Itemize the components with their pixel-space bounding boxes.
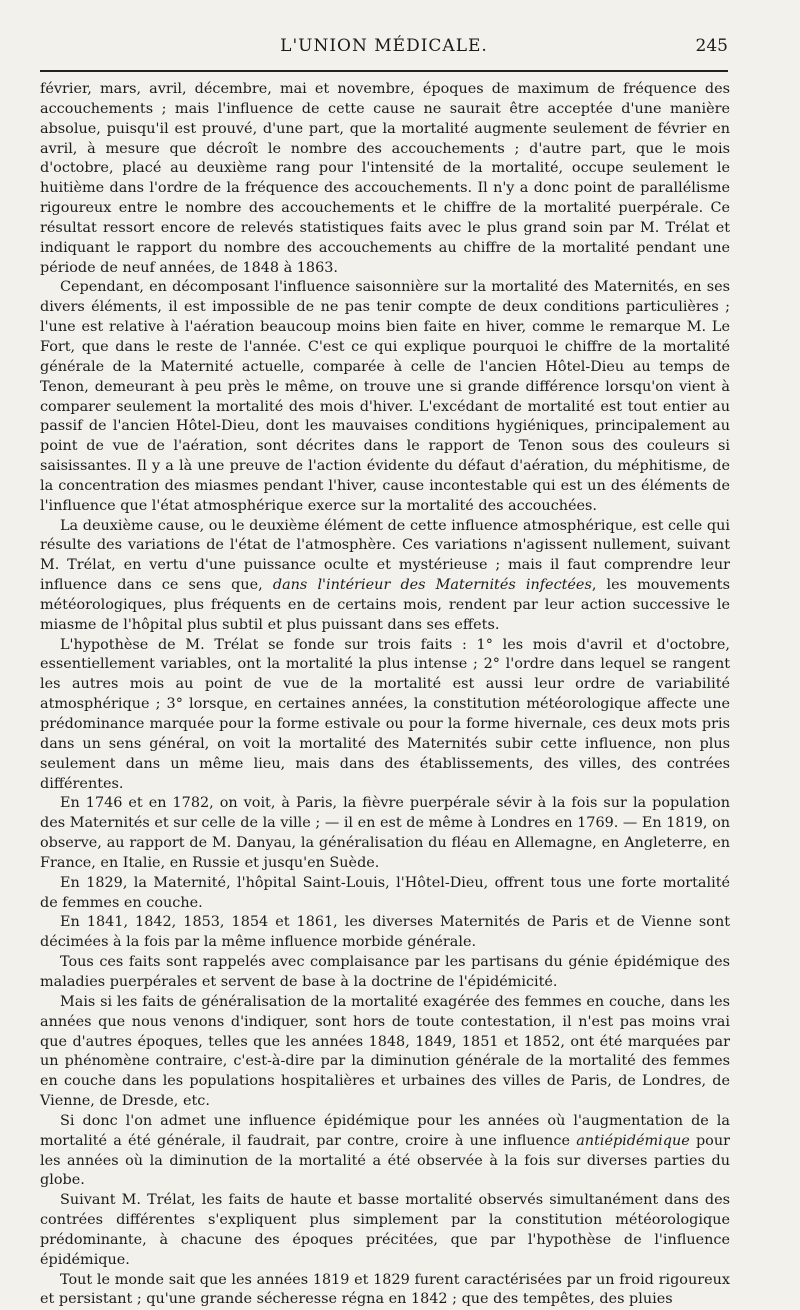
- italic-phrase: dans l'intérieur des Maternités infectées: [272, 577, 592, 594]
- page-number: 245: [695, 36, 728, 56]
- paragraph: En 1746 et en 1782, on voit, à Paris, la fièvre puerpérale sévir à la fois sur la population des Maternités et sur celle de la ville ; — il en est de même à Londres en 1769. — En 1819, on observe, au rapport de M. Danyau, la généralisation du fléau en Allemagne, en Angleterre, en France, en Italie, en Russie et jusqu'en Suède.: [40, 795, 730, 871]
- text-run: pour les années où la diminution de la mortalité a été observée à la fois sur diverses parties du globe.: [40, 1132, 730, 1189]
- paragraph: [40, 1112, 730, 1191]
- text-run: La deuxième cause, ou le deuxième élément de cette influence atmosphérique, est celle qui résulte des variations de l'état de l'atmosphère. Ces variations n'agissent nullement, suivant M. Trélat, en vertu d'une puissance oculte et mystérieuse ; mais il faut comprendre leur influence dans ce sens que,: [40, 517, 730, 594]
- text-run: Si donc l'on admet une influence épidémique pour les années où l'augmentation de la mortalité a été générale, il faudrait, par contre, croire à une influence: [40, 1112, 730, 1149]
- paragraph: Suivant M. Trélat, les faits de haute et basse mortalité observés simultanément dans des contrées différentes s'expliquent plus simplement par la constitution météorologique prédominante, à chacune des époques précitées, que par l'hypothèse de l'influence épidémique.: [40, 1192, 730, 1268]
- paragraph: Cependant, en décomposant l'influence saisonnière sur la mortalité des Maternités, en ses divers éléments, il est impossible de ne pas tenir compte de deux conditions particulières ; l'une est relative à l'aération beaucoup moins bien faite en hiver, comme le remarque M. Le Fort, que dans le reste de l'année. C'est ce qui explique pourquoi le chiffre de la mortalité générale de la Maternité actuelle, comparée à celle de l'ancien Hôtel-Dieu au temps de Tenon, demeurant à peu près le même, on trouve une si grande différence lorsqu'on vient à comparer seulement la mortalité des mois d'hiver. L'excédant de mortalité est tout entier au passif de l'ancien Hôtel-Dieu, dont les mauvaises conditions hygiéniques, principalement au point de vue de l'aération, sont décrites dans le rapport de Tenon sous des couleurs si saisissantes. Il y a là une preuve de l'action évidente du défaut d'aération, du méphitisme, de la concentration des miasmes pendant l'hiver, cause incontestable qui est un des éléments de l'influence que l'état atmosphérique exerce sur la mortalité des accouchées.: [40, 279, 730, 514]
- page-header: [40, 30, 728, 66]
- article-body: [40, 80, 730, 1310]
- paragraph: février, mars, avril, décembre, mai et novembre, époques de maximum de fréquence des accouchements ; mais l'influence de cette cause ne saurait être acceptée d'une manière absolue, puisqu'il est prouvé, d'une part, que la mortalité augmente seulement de février en avril, à mesure que décroît le nombre des accouchements ; d'autre part, que le mois d'octobre, placé au deuxième rang pour l'intensité de la mortalité, occupe seulement le huitième dans l'ordre de la fréquence des accouchements. Il n'y a donc point de parallélisme rigoureux entre le nombre des accouchements et le chiffre de la mortalité puerpérale. Ce résultat ressort encore de relevés statistiques faits avec le plus grand soin par M. Trélat et indiquant le rapport du nombre des accouchements au chiffre de la mortalité pendant une période de neuf années, de 1848 à 1863.: [40, 81, 730, 276]
- paragraph: L'hypothèse de M. Trélat se fonde sur trois faits : 1° les mois d'avril et d'octobre, essentiellement variables, ont la mortalité la plus intense ; 2° l'ordre dans lequel se rangent les autres mois au point de vue de la mortalité est aussi leur ordre de variabilité atmosphérique ; 3° lorsque, en certaines années, la constitution météorologique affecte une prédominance marquée pour la forme estivale ou pour la forme hivernale, ces deux mots pris dans un sens général, on voit la mortalité des Maternités subir cette influence, non plus seulement dans un même lieu, mais dans des établissements, des villes, des contrées différentes.: [40, 636, 730, 792]
- paragraph: Tout le monde sait que les années 1819 et 1829 furent caractérisées par un froid rigoureux et persistant ; qu'une grande sécheresse régna en 1842 ; que des tempêtes, des pluies: [40, 1271, 730, 1308]
- header-rule: [40, 70, 728, 72]
- paragraph: Mais si les faits de généralisation de la mortalité exagérée des femmes en couche, dans les années que nous venons d'indiquer, sont hors de toute contestation, il n'est pas moins vrai que d'autres époques, telles que les années 1848, 1849, 1851 et 1852, ont été marquées par un phénomène contraire, c'est-à-dire par la diminution générale de la mortalité des femmes en couche dans les populations hospitalières et urbaines des villes de Paris, de Londres, de Vienne, de Dresde, etc.: [40, 993, 730, 1110]
- italic-word: antiépidémique: [576, 1132, 690, 1149]
- paragraph: Tous ces faits sont rappelés avec complaisance par les partisans du génie épidémique des maladies puerpérales et servent de base à la doctrine de l'épidémicité.: [40, 954, 730, 990]
- paragraph: [40, 517, 730, 636]
- paragraph: En 1829, la Maternité, l'hôpital Saint-Louis, l'Hôtel-Dieu, offrent tous une forte mortalité de femmes en couche.: [40, 874, 730, 911]
- running-title: L'UNION MÉDICALE.: [280, 36, 488, 56]
- paragraph: En 1841, 1842, 1853, 1854 et 1861, les diverses Maternités de Paris et de Vienne sont décimées à la fois par la même influence morbide générale.: [40, 914, 730, 951]
- text-run: , les mouvements météorologiques, plus fréquents en de certains mois, rendent par leur action successive le miasme de l'hôpital plus subtil et plus puissant dans ses effets.: [40, 577, 730, 633]
